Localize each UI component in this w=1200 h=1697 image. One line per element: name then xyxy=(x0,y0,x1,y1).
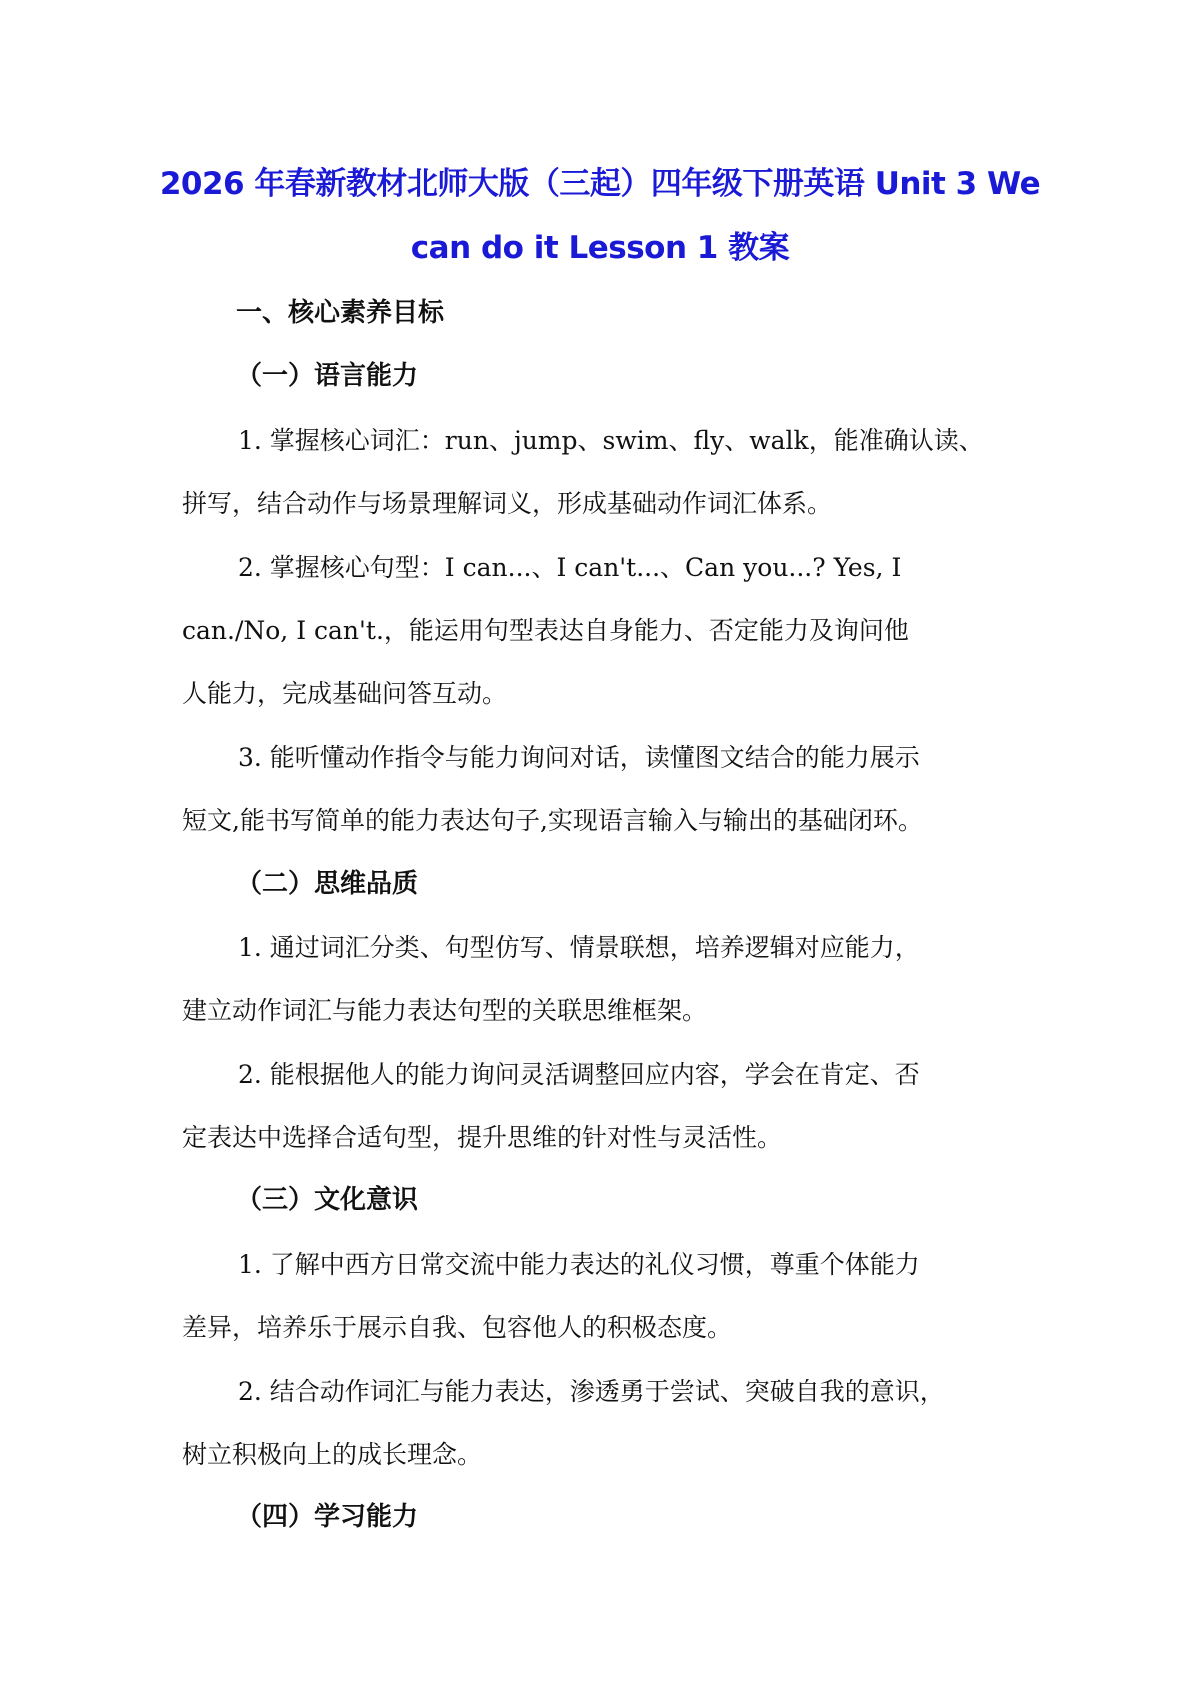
text-line: 2. 能根据他人的能力询问灵活调整回应内容，学会在肯定、否 xyxy=(238,1059,920,1089)
paragraph-language-item-1 xyxy=(182,409,1032,536)
text-line: 差异，培养乐于展示自我、包容他人的积极态度。 xyxy=(182,1313,733,1343)
text-line: 树立积极向上的成长理念。 xyxy=(182,1440,483,1470)
document-body xyxy=(182,282,1032,1550)
text-line: 2. 结合动作词汇与能力表达，渗透勇于尝试、突破自我的意识， xyxy=(238,1376,945,1406)
text-line: 3. 能听懂动作指令与能力询问对话，读懂图文结合的能力展示 xyxy=(238,742,920,772)
text-line: 定表达中选择合适句型，提升思维的针对性与灵活性。 xyxy=(182,1123,783,1153)
paragraph-language-item-3 xyxy=(182,726,1032,853)
subheading-cultural-awareness: （三）文化意识 xyxy=(236,1185,419,1216)
paragraph-thinking-item-2 xyxy=(182,1043,1032,1170)
title-line-1: 2026 年春新教材北师大版（三起）四年级下册英语 Unit 3 We xyxy=(159,166,1041,202)
subheading-learning-ability: （四）学习能力 xyxy=(236,1502,419,1533)
text-line: 1. 掌握核心词汇：run、jump、swim、fly、walk，能准确认读、 xyxy=(238,425,984,455)
paragraph-thinking-item-1 xyxy=(182,916,1032,1043)
text-line: 2. 掌握核心句型：I can...、I can't...、Can you...? Yes, I xyxy=(238,552,902,582)
text-line: 1. 了解中西方日常交流中能力表达的礼仪习惯，尊重个体能力 xyxy=(238,1249,920,1279)
title-line-2: can do it Lesson 1 教案 xyxy=(410,230,790,266)
section-heading-core-goals: 一、核心素养目标 xyxy=(236,298,445,328)
text-line: 拼写，结合动作与场景理解词义，形成基础动作词汇体系。 xyxy=(182,489,833,519)
text-line: 人能力，完成基础问答互动。 xyxy=(182,679,508,709)
subheading-language-ability: （一）语言能力 xyxy=(236,361,419,392)
paragraph-culture-item-1 xyxy=(182,1233,1032,1360)
subheading-thinking-quality: （二）思维品质 xyxy=(236,868,419,899)
text-line: 短文,能书写简单的能力表达句子,实现语言输入与输出的基础闭环。 xyxy=(182,806,923,836)
text-line: 建立动作词汇与能力表达句型的关联思维框架。 xyxy=(182,996,708,1026)
document-title xyxy=(150,152,1050,280)
text-line: 1. 通过词汇分类、句型仿写、情景联想，培养逻辑对应能力， xyxy=(238,932,920,962)
paragraph-culture-item-2 xyxy=(182,1360,1032,1487)
paragraph-language-item-2 xyxy=(182,536,1032,726)
text-line: can./No, I can't.，能运用句型表达自身能力、否定能力及询问他 xyxy=(182,615,909,645)
